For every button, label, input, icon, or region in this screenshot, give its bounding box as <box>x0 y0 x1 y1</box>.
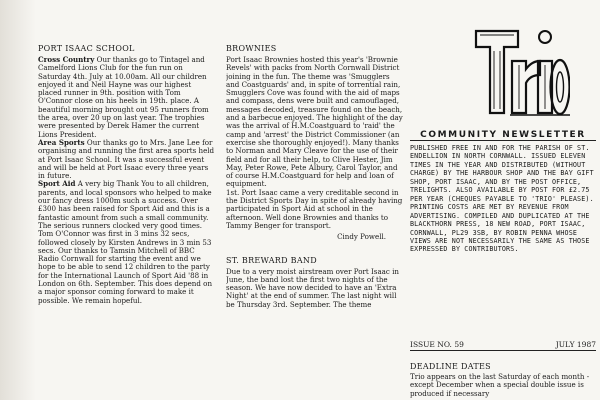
cross-country-text: Our thanks go to Tintagel and Camelford Lions Club for the fun run on Saturday 4th. July at 10.00am. All our children enjoyed it and Neil Hayne was our highest placed runner in 9th. position with Tom O'Connor close on his heels in 19th. place. A beautiful morning brought out 95 runners from the area, over 20 up on last year. The trophies were presented by Derek Hamer the current Lions President. <box>38 55 209 139</box>
area-sports-lead: Area Sports <box>38 137 85 147</box>
area-sports-text: Our thanks go to Mrs. Jane Lee for organising and running the first area sports held at Port Isaac School. It was a successful event and will be held at Port Isaac every three years in future. <box>38 137 215 181</box>
subtitle-rule <box>410 140 596 141</box>
issue-rule <box>410 350 596 351</box>
issue-number: ISSUE NO. 59 <box>410 340 464 349</box>
band-paragraph: Due to a very moist airstream over Port Isaac in June, the band lost the first two nights of the season. We have now decided to have an 'Extra Night' at the end of summer. The last night will be Thursday 3rd. September. The theme <box>226 266 399 309</box>
school-column <box>38 44 216 305</box>
page-edge-shadow <box>0 0 36 400</box>
brownies-paragraph: Port Isaac Brownies hosted this year's 'Brownie Revels' with packs from North Cornwall District joining in the fun. The theme was 'Smugglers and Coastguards' and, in spite of torrential rain, Smugglers Cove was found with the aid of maps and compass, dens were built and camouflaged, messages decoded, treasure found on the beach, and a barbecue enjoyed. The highlight of the day was the arrival of H.M.Coastguard to 'raid' the camp and 'arrest' the District Commissioner (an exercise she thoroughly enjoyed!). Many thanks to Norman and Mary Cleave for the use of their field and for all their help, to Clive Hester, Jim May, Peter Rowe, Pete Albury, Carol Taylor, and of course H.M.Coastguard for help and loan of equipment. <box>226 55 403 189</box>
cross-country-paragraph <box>38 56 216 139</box>
area-sports-paragraph <box>38 139 216 180</box>
brownies-heading: BROWNIES <box>226 44 277 53</box>
deadline-section <box>410 362 596 398</box>
deadline-heading: DEADLINE DATES <box>410 362 491 371</box>
trio-logo <box>474 25 570 119</box>
band-heading: ST. BREWARD BAND <box>226 255 317 265</box>
publication-info <box>410 144 596 254</box>
issue-row <box>410 340 596 349</box>
deadline-text: Trio appears on the last Saturday of each month - except December when a special double issue is produced if necessary <box>410 372 590 398</box>
issue-date: JULY 1987 <box>555 340 596 349</box>
newsletter-subtitle: COMMUNITY NEWSLETTER <box>420 130 586 140</box>
brownies-column <box>226 44 404 309</box>
sport-aid-text: A very big Thank You to all children, parents, and local sponsors who helped to make our fancy dress 1000m such a success. Over £300 has been raised for Sport Aid and this is a fantastic amount from such a small community. The serious runners clocked very good times. Tom O'Connor was first in 3 mins 32 secs, followed closely by Kirsten Andrews in 3 min 53 secs. Our thanks to Tamsin Mitchell of BBC Radio Cornwall for starting the event and we hope to be able to send 12 children to the party for the International Launch of Sport Aid '88 in London on 6th. September. This does depend on a major sponsor coming forward to make it possible. We remain hopeful. <box>38 179 213 305</box>
trio-logo-graphic <box>474 25 570 119</box>
masthead-column <box>410 0 596 400</box>
sport-aid-paragraph <box>38 180 216 304</box>
district-sports-paragraph: 1st. Port Isaac came a very creditable second in the District Sports Day in spite of already having participated in Sport Aid at school in the afternoon. Well done Brownies and thanks to Tammy Benger for transport. <box>226 187 403 230</box>
cross-country-lead: Cross Country <box>38 55 95 64</box>
publication-info-text: PUBLISHED FREE IN AND FOR THE PARISH OF ST. ENDELLION IN NORTH CORNWALL. ISSUED ELEVEN TIMES IN THE YEAR AND DISTRIBUTED (WITHOUT CHARGE) BY THE HARBOUR SHOP AND THE BAY GIFT SHOP, PORT ISAAC, AND BY THE POST OFFICE, TRELIGHTS. ALSO AVAILABLE BY POST FOR £2.75 PER YEAR (CHEQUES PAYABLE TO 'TRIO' PLEASE). PRINTING COSTS ARE MET BY REVENUE FROM ADVERTISING. COMPILED AND DUPLICATED AT THE BLACKTHORN PRESS, 18 NEW ROAD, PORT ISAAC, CORNWALL, PL29 3SB, BY ROBIN PENNA WHOSE VIEWS ARE NOT NECESSARILY THE SAME AS THOSE EXPRESSED BY CONTRIBUTORS. <box>410 144 594 254</box>
school-heading: PORT ISAAC SCHOOL <box>38 44 135 53</box>
sport-aid-lead: Sport Aid <box>38 179 76 189</box>
brownies-signature: Cindy Powell. <box>337 232 386 242</box>
